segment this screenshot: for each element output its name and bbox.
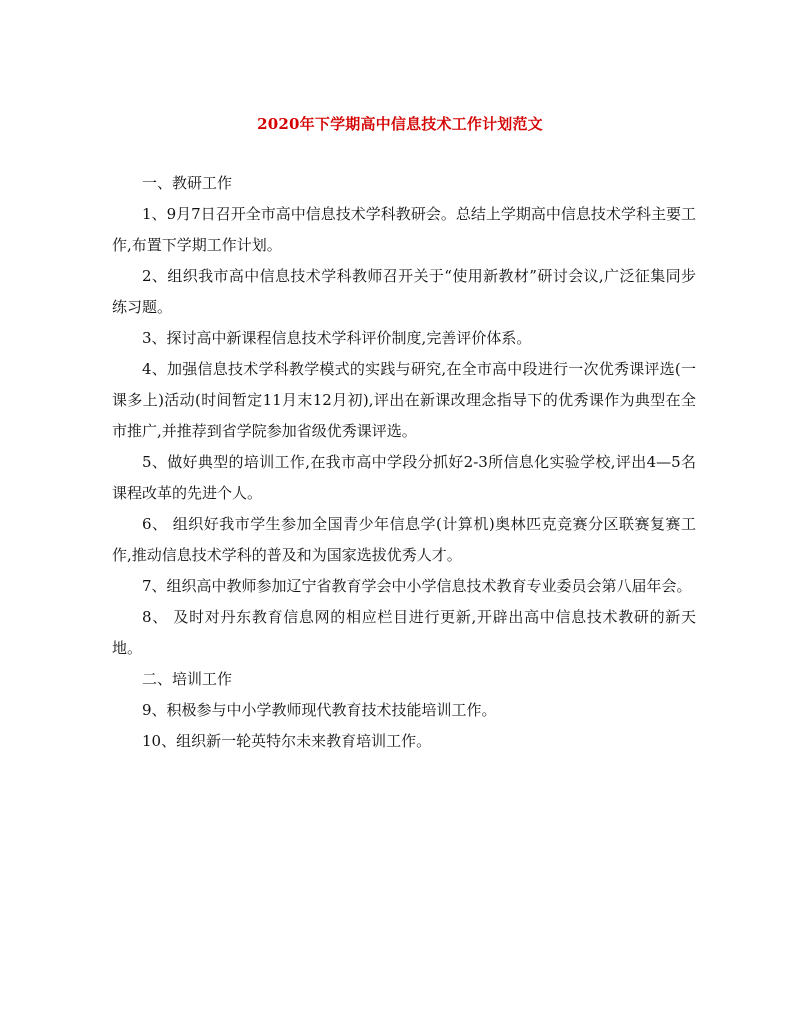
paragraph-item-1: 1、9月7日召开全市高中信息技术学科教研会。总结上学期高中信息技术学科主要工作,布置下学期工作计划。 xyxy=(112,205,696,254)
paragraph-item-8: 8、 及时对丹东教育信息网的相应栏目进行更新,开辟出高中信息技术教研的新天地。 xyxy=(112,608,696,657)
section-heading-training: 二、培训工作 xyxy=(142,670,233,688)
paragraph-item-7: 7、组织高中教师参加辽宁省教育学会中小学信息技术教育专业委员会第八届年会。 xyxy=(142,577,692,595)
paragraph-item-3: 3、探讨高中新课程信息技术学科评价制度,完善评价体系。 xyxy=(142,329,532,347)
paragraph-item-4: 4、加强信息技术学科教学模式的实践与研究,在全市高中段进行一次优秀课评选(一课多上)活动(时间暂定11月末12月初),评出在新课改理念指导下的优秀课作为典型在全市推广,并推荐到省学院参加省级优秀课评选。 xyxy=(112,360,696,440)
document-title: 2020年下学期高中信息技术工作计划范文 xyxy=(257,115,543,133)
section-heading-teaching-research: 一、教研工作 xyxy=(142,174,233,192)
paragraph-item-2: 2、组织我市高中信息技术学科教师召开关于“使用新教材”研讨会议,广泛征集同步练习题。 xyxy=(112,267,696,316)
paragraph-item-9: 9、积极参与中小学教师现代教育技术技能培训工作。 xyxy=(142,701,497,719)
paragraph-item-10: 10、组织新一轮英特尔未来教育培训工作。 xyxy=(142,732,432,750)
document-body xyxy=(112,168,696,757)
paragraph-item-5: 5、做好典型的培训工作,在我市高中学段分抓好2-3所信息化实验学校,评出4—5名课程改革的先进个人。 xyxy=(112,453,696,502)
paragraph-item-6: 6、 组织好我市学生参加全国青少年信息学(计算机)奥林匹克竞赛分区联赛复赛工作,推动信息技术学科的普及和为国家选拔优秀人才。 xyxy=(112,515,696,564)
